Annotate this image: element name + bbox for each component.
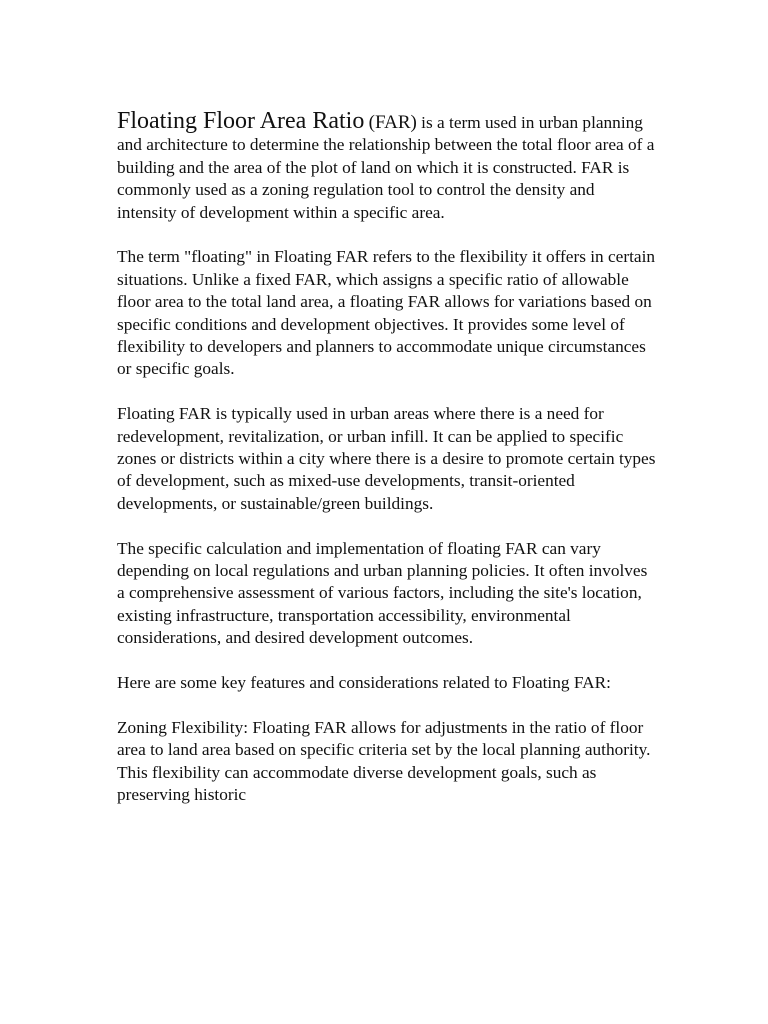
document-page xyxy=(117,110,657,829)
paragraph-calculation: The specific calculation and implementation of floating FAR can vary depending on local regulations and urban planning policies. It often involves a comprehensive assessment of various factors, including the site's location, existing infrastructure, transportation accessibility, environmental considerations, and desired development outcomes. xyxy=(117,538,648,648)
document-title-phrase: Floating Floor Area Ratio xyxy=(117,108,365,134)
intro-text: is a term used in urban planning and architecture to determine the relationship between the total floor area of a building and the area of the plot of land on which it is constructed. FAR is commonly used as a zoning regulation tool to control the density and intensity of development within a specific area. xyxy=(117,113,655,222)
far-abbreviation: (FAR) xyxy=(368,112,417,133)
paragraph-floating-term: The term "floating" in Floating FAR refers to the flexibility it offers in certain situations. Unlike a fixed FAR, which assigns a specific ratio of allowable floor area to the total land area, a floating FAR allows for variations based on specific conditions and development objectives. It provides some level of flexibility to developers and planners to accommodate unique circumstances or specific goals. xyxy=(117,247,656,379)
paragraph-key-features-intro: Here are some key features and considerations related to Floating FAR: xyxy=(117,673,611,693)
paragraph-zoning-flexibility: Zoning Flexibility: Floating FAR allows for adjustments in the ratio of floor area to land area based on specific criteria set by the local planning authority. This flexibility can accommodate diverse development goals, such as preserving historic xyxy=(117,717,651,805)
paragraph-usage: Floating FAR is typically used in urban areas where there is a need for redevelopment, revitalization, or urban infill. It can be applied to specific zones or districts within a city where there is a desire to promote certain types of development, such as mixed-use developments, transit-oriented developments, or sustainable/green buildings. xyxy=(117,404,656,513)
intro-paragraph xyxy=(117,110,657,224)
